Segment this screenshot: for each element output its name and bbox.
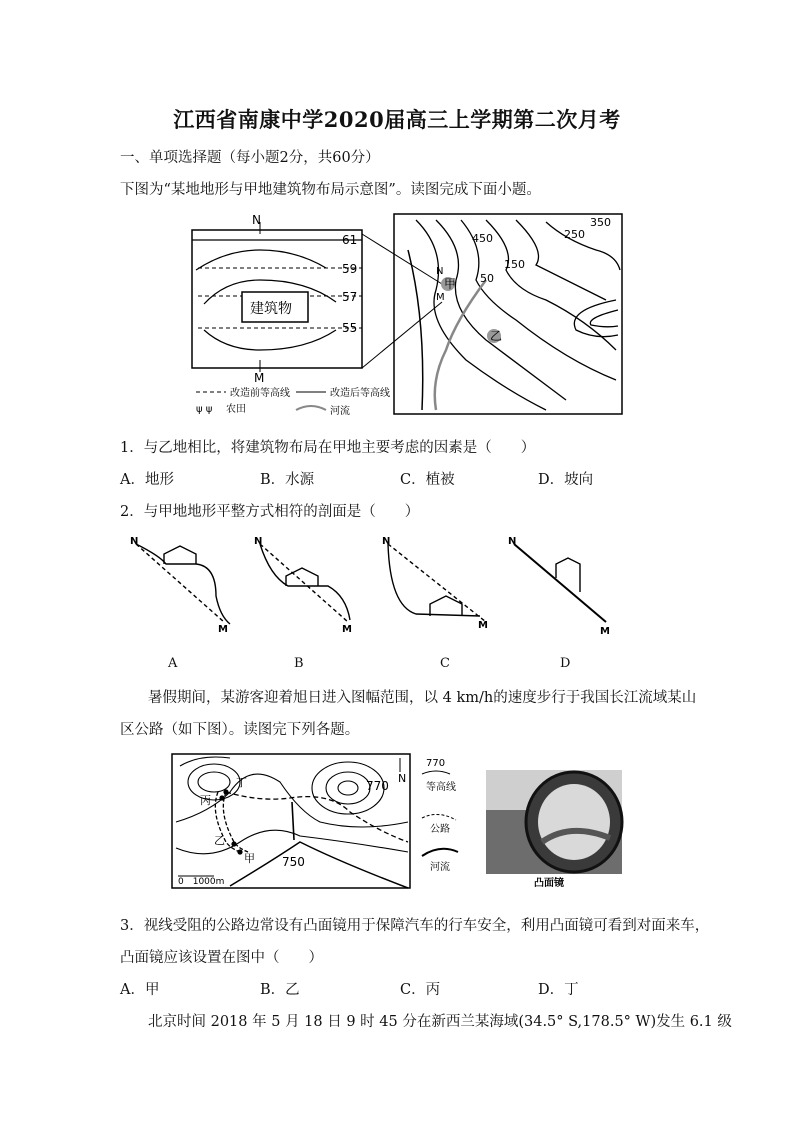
profile-d-south: M	[600, 626, 610, 637]
point-ding-label: 丁	[236, 776, 247, 789]
contour-770-label: 770	[366, 779, 389, 793]
terrain-figure	[186, 210, 626, 420]
south-label: M	[254, 371, 265, 385]
intro-text-2-line2: 区公路（如下图）。读图完下列各题。	[120, 722, 360, 738]
legend-770: 770	[426, 758, 446, 769]
q1-option-a: A．地形	[120, 472, 174, 488]
q3-option-b: B．乙	[260, 982, 300, 998]
legend-before: 改造前等高线	[230, 388, 290, 399]
profile-a-south: M	[218, 624, 228, 635]
contour-57: 57	[342, 290, 358, 304]
profile-label-c: C	[440, 656, 450, 671]
profile-c-south: M	[478, 620, 488, 631]
q3-option-d: D．丁	[538, 982, 579, 998]
q3-option-c: C．丙	[400, 982, 441, 998]
point-jia-label: 甲	[244, 852, 255, 865]
contour-59: 59	[342, 262, 358, 276]
map-contour-350: 350	[590, 216, 611, 229]
map-contour-50: 50	[480, 272, 494, 285]
legend-river: 河流	[430, 862, 450, 873]
q1-option-b: B．水源	[260, 472, 315, 488]
q1-stem: 1．与乙地相比，将建筑物布局在甲地主要考虑的因素是（ ）	[120, 440, 536, 456]
q1-option-d: D．坡向	[538, 472, 594, 488]
north-label: N	[252, 213, 261, 227]
page-title: 江西省南康中学2020届高三上学期第二次月考	[173, 107, 621, 132]
intro-text-2-line1: 暑假期间，某游客迎着旭日进入图幅范围，以 4 km/h的速度步行于我国长江流域某山	[148, 690, 697, 706]
point-yi-label: 乙	[214, 834, 225, 847]
legend-after: 改造后等高线	[330, 388, 390, 399]
q3-stem-line1: 3．视线受阻的公路边常设有凸面镜用于保障汽车的行车安全，利用凸面镜可看到对面来车，	[120, 918, 710, 934]
contour-61: 61	[342, 233, 358, 247]
profile-label-d: D	[560, 656, 571, 671]
profile-a-north: N	[130, 536, 139, 547]
road-map-figure	[170, 752, 626, 892]
photo-caption: 凸面镜	[534, 878, 564, 889]
legend-contour: 等高线	[426, 782, 456, 793]
map-contour-450: 450	[472, 232, 493, 245]
q3-stem-line2: 凸面镜应该设置在图中（ ）	[120, 950, 323, 966]
profile-b-south: M	[342, 624, 352, 635]
map-contour-250: 250	[564, 228, 585, 241]
legend-river: 河流	[330, 406, 350, 417]
contour-55: 55	[342, 321, 358, 335]
q1-option-c: C．植被	[400, 472, 455, 488]
map-south-label: M	[436, 292, 445, 303]
intro-text-1: 下图为“某地地形与甲地建筑物布局示意图”。读图完成下面小题。	[120, 182, 541, 198]
profile-c-north: N	[382, 536, 391, 547]
point-bing-label: 丙	[200, 794, 211, 807]
north-arrow-label: N	[398, 772, 407, 785]
profile-b-north: N	[254, 536, 263, 547]
legend-road: 公路	[430, 824, 450, 835]
map-contour-150: 150	[504, 258, 525, 271]
profile-d-north: N	[508, 536, 517, 547]
profile-label-a: A	[168, 656, 178, 671]
site-yi-label: 乙	[490, 329, 503, 343]
legend-farmland-icon: ψ ψ	[196, 404, 213, 415]
q2-stem: 2．与甲地地形平整方式相符的剖面是（ ）	[120, 504, 420, 520]
scale-bar: 0 1000m	[178, 877, 225, 887]
profile-label-b: B	[294, 656, 304, 671]
map-north-label: N	[436, 266, 444, 277]
legend-farmland: 农田	[226, 404, 246, 415]
profile-figure	[120, 536, 640, 646]
site-jia-label: 甲	[444, 277, 457, 291]
q3-option-a: A．甲	[120, 982, 160, 998]
contour-750-label: 750	[282, 855, 305, 869]
intro-text-3: 北京时间 2018 年 5 月 18 日 9 时 45 分在新西兰某海域(34.5° S,178.5° W)发生 6.1 级	[148, 1014, 732, 1030]
section-heading: 一、单项选择题（每小题2分，共60分）	[120, 150, 380, 166]
building-label: 建筑物	[250, 301, 292, 317]
